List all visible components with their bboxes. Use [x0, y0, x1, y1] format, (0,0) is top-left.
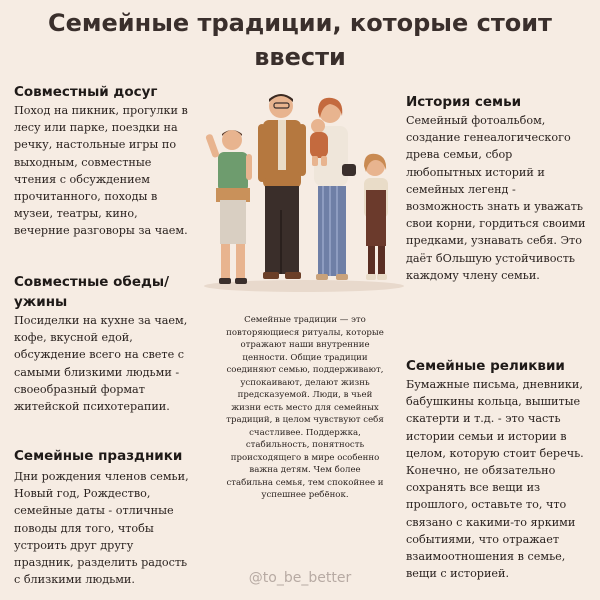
holidays-text: Дни рождения членов семьи, Новый год, Рождество, семейные даты - отличные поводы для того, чтобы устроить друг другу праздник, разделить радость с близкими людьми. — [14, 470, 189, 587]
center-description: Семейные традиции — это повторяющиеся ритуалы, которые отражают наши внутренние ценности. Общие традиции соединяют семью, поддерживают, успокаивают, делают жизнь предсказуемой. Люди, в чьей жизни есть место для семейных традиций, в целом чувствуют себя счастливее. Поддержка, стабильность, понятность происходящего в мире особенно важна детям. Чем более стабильна семья, тем спокойнее и успешнее ребёнок. — [226, 315, 384, 500]
relics-heading: Семейные реликвии — [406, 358, 565, 374]
dinners-text: Посиделки на кухне за чаем, кофе, вкусной едой, обсуждение всего на свете с самыми близкими людьми - своеобразный формат житейской психотерапии. — [14, 314, 188, 414]
family-illustration — [192, 90, 412, 295]
boy-figure — [205, 130, 252, 284]
father-figure — [258, 94, 306, 279]
girl-figure — [364, 154, 388, 280]
author-handle: @to_be_better — [248, 570, 352, 586]
history-text: Семейный фотоальбом, создание генеалогического древа семьи, сбор любопытных историй и семейных легенд - возможность знать и уважать свои корни, гордиться своими предками, узнавать себя. Это даёт бОльшую устойчивость каждому члену семьи. — [406, 114, 586, 282]
leisure-heading: Совместный досуг — [14, 84, 158, 100]
mother-figure — [310, 98, 356, 280]
page-title: Семейные традиции, которые стоит ввести — [48, 9, 552, 71]
leisure-text: Поход на пикник, прогулки в лесу или парке, поездки на речку, настольные игры по выходным, совместные чтения с обсуждением прочитанного, походы в музеи, театры, кино, вечерние разговоры за чаем. — [14, 104, 188, 238]
dinners-heading: Совместные обеды/ ужины — [14, 274, 170, 310]
relics-text: Бумажные письма, дневники, бабушкины кольца, вышитые скатерти и т.д. - это часть истории семьи и истории в целом, которую стоит беречь. Конечно, не обязательно сохранять все вещи из прошлого, оставьте то, что связано с какими-то яркими событиями, что отражает взаимоотношения в семье, вещи с историей. — [406, 378, 584, 581]
history-heading: История семьи — [406, 94, 522, 110]
holidays-heading: Семейные праздники — [14, 448, 183, 464]
